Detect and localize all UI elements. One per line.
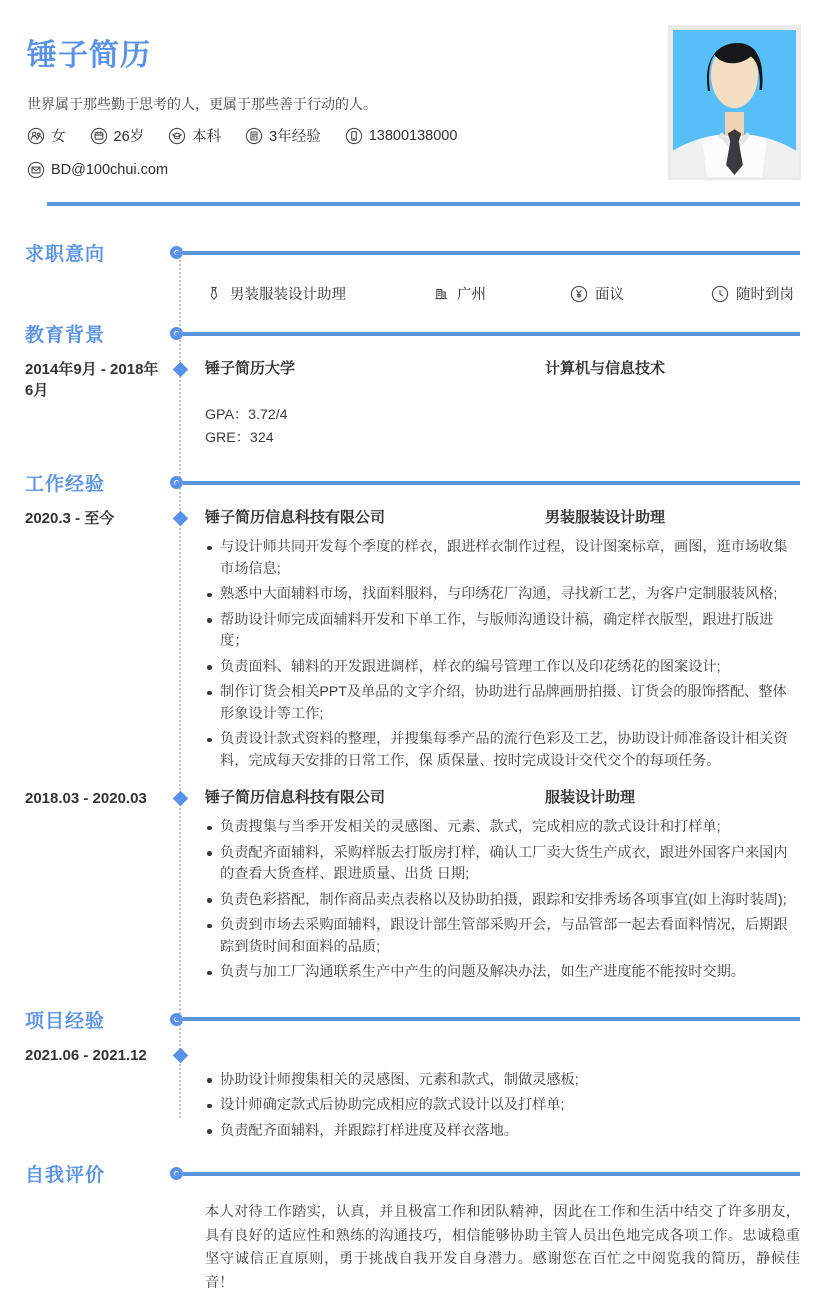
degree-value: 本科	[192, 129, 222, 145]
work-date: 2018.03 - 2020.03	[25, 790, 147, 807]
target-position-item	[205, 283, 432, 304]
section-title-job-intention: 求职意向	[25, 244, 106, 265]
target-city-value: 广州	[457, 287, 486, 303]
section-rule	[183, 1172, 800, 1176]
email-item	[27, 161, 168, 179]
work-bullet: 与设计师共同开发每个季度的样衣，跟进样衣制作过程，设计图案标章，画图，逛市场收集市场信息;	[205, 537, 800, 580]
candidate-name: 锤子简历	[27, 39, 151, 72]
project-body	[205, 1045, 800, 1147]
job-intention-row	[205, 283, 800, 304]
education-title-row	[205, 359, 800, 379]
company-name: 锤子简历信息科技有限公司	[205, 509, 386, 526]
section-title-self-eval: 自我评价	[25, 1165, 106, 1186]
work-bullet: 制作订货会相关PPT及单品的文字介绍，协助进行品牌画册拍摄、订货会的服饰搭配、整体形象设计等工作;	[205, 682, 800, 725]
target-city-item	[432, 283, 570, 304]
education-date: 2014年9月 - 2018年6月	[25, 361, 159, 399]
tie-icon	[205, 285, 223, 303]
work-entry-2	[0, 788, 820, 988]
work-bullet-list	[205, 817, 800, 984]
work-date: 2020.3 - 至今	[25, 510, 115, 527]
work-title-row	[205, 788, 800, 808]
section-title-project: 项目经验	[25, 1010, 106, 1032]
expected-salary-item	[570, 283, 711, 304]
education-entry	[0, 359, 820, 449]
project-bullet: 设计师确定款式后协助完成相应的款式设计以及打样单;	[205, 1095, 800, 1117]
section-self-eval-header	[0, 1160, 820, 1187]
experience-icon	[245, 127, 263, 145]
diamond-icon	[172, 362, 188, 378]
gender-icon	[27, 127, 45, 145]
work-bullet: 负责色彩搭配，制作商品卖点表格以及协助拍摄，跟踪和安排秀场各项事宜(如上海时装周);	[205, 890, 800, 912]
timeline-circle-icon	[170, 327, 183, 340]
section-rule	[183, 481, 800, 485]
section-rule	[183, 332, 800, 336]
work-bullet: 负责设计款式资料的整理，并搜集每季产品的流行色彩及工艺，协助设计师准备设计相关资料，完成每天安排的日常工作，保 质保量、按时完成设计交代交个的每项任务。	[205, 729, 800, 772]
section-title-work: 工作经验	[25, 474, 106, 495]
phone-item	[345, 127, 458, 145]
section-work-header	[0, 469, 820, 496]
section-rule	[183, 251, 800, 255]
education-details	[205, 404, 800, 449]
profile-photo	[668, 25, 801, 180]
age-icon	[90, 127, 108, 145]
self-eval-text: 本人对待工作踏实，认真，并且极富工作和团队精神，因此在工作和生活中结交了许多朋友，具有良好的适应性和熟练的沟通技巧，相信能够协助主管人员出色地完成各项工作。忠诚稳重坚守诚信正直原则，勇于挑战自我开发自身潜力。感谢您在百忙之中阅览我的简历，静候佳音！	[205, 1204, 800, 1291]
resume-header	[0, 0, 820, 206]
education-body	[205, 359, 800, 449]
section-job-intention-header	[0, 239, 820, 266]
project-bullet: 协助设计师搜集相关的灵感图、元素和款式，制做灵感板;	[205, 1070, 800, 1092]
availability-value: 随时到岗	[736, 287, 794, 303]
email-value: BD@100chui.com	[51, 162, 169, 178]
work-body	[205, 508, 800, 776]
gender-value: 女	[51, 129, 66, 145]
timeline-circle-icon	[170, 246, 183, 259]
work-title-row	[205, 508, 800, 528]
personal-motto: 世界属于那些勤于思考的人，更属于那些善于行动的人。	[27, 96, 377, 112]
diamond-icon	[172, 1047, 188, 1063]
project-entry	[0, 1045, 820, 1147]
work-entry-1	[0, 508, 820, 776]
section-rule	[183, 1017, 800, 1021]
major-name: 计算机与信息技术	[545, 360, 666, 377]
expected-salary-value: 面议	[595, 287, 624, 303]
timeline-marker	[166, 359, 194, 449]
diamond-icon	[172, 791, 188, 807]
section-education-header	[0, 320, 820, 347]
gender-item	[27, 125, 66, 146]
timeline-circle-icon	[170, 1013, 183, 1026]
timeline-circle-icon	[170, 1167, 183, 1180]
project-bullet-list	[205, 1070, 800, 1143]
diamond-icon	[172, 511, 188, 527]
work-bullet: 熟悉中大面辅料市场，找面料服料，与印绣花厂沟通，寻找新工艺，为客户定制服装风格;	[205, 584, 800, 606]
header-divider	[47, 202, 800, 206]
email-icon	[27, 161, 45, 179]
work-bullet: 负责配齐面辅料，采购样版去打版房打样，确认工厂卖大货生产成衣，跟进外国客户来国内的查看大货查样、跟进质量、出货 日期;	[205, 843, 800, 886]
work-bullet: 负责搜集与当季开发相关的灵感图、元素、款式，完成相应的款式设计和打样单;	[205, 817, 800, 839]
section-project-header	[0, 1006, 820, 1033]
project-bullet: 负责配齐面辅料，并跟踪打样进度及样衣落地。	[205, 1121, 800, 1143]
experience-item	[245, 125, 321, 146]
company-name: 锤子简历信息科技有限公司	[205, 789, 386, 806]
timeline-circle-icon	[170, 476, 183, 489]
work-bullet: 负责与加工厂沟通联系生产中产生的问题及解决办法，如生产进度能不能按时交期。	[205, 962, 800, 984]
phone-icon	[345, 127, 363, 145]
project-title-spacer	[205, 1045, 800, 1061]
job-title: 男装服装设计助理	[545, 509, 666, 526]
age-value: 26岁	[113, 129, 145, 145]
timeline-marker	[166, 788, 194, 988]
section-title-education: 教育背景	[25, 325, 106, 346]
education-detail-line: GRE：324	[205, 429, 274, 446]
clock-icon	[711, 285, 729, 303]
work-bullet: 负责到市场去采购面辅料，跟设计部生管部采购开会，与品管部一起去看面料情况，后期跟踪到货时间和面料的品质;	[205, 915, 800, 958]
job-title: 服装设计助理	[545, 789, 636, 806]
availability-item	[711, 283, 794, 304]
building-icon	[432, 285, 450, 303]
timeline-marker	[166, 508, 194, 776]
project-date: 2021.06 - 2021.12	[25, 1046, 147, 1064]
degree-icon	[168, 127, 186, 145]
age-item	[90, 125, 145, 146]
degree-item	[168, 125, 221, 146]
salary-icon	[570, 285, 588, 303]
work-bullet-list	[205, 537, 800, 772]
school-name: 锤子简历大学	[205, 360, 296, 377]
experience-value: 3年经验	[269, 129, 321, 145]
self-eval-block	[205, 1201, 800, 1295]
work-body	[205, 788, 800, 988]
work-bullet: 帮助设计师完成面辅料开发和下单工作，与版师沟通设计稿，确定样衣版型，跟进打版进度；	[205, 610, 800, 653]
target-position-value: 男装服装设计助理	[230, 287, 346, 303]
education-detail-line: GPA：3.72/4	[205, 407, 288, 423]
timeline-marker	[166, 1045, 194, 1147]
work-bullet: 负责面料、辅料的开发跟进调样，样衣的编号管理工作以及印花绣花的图案设计;	[205, 657, 800, 679]
phone-value: 13800138000	[368, 127, 458, 144]
